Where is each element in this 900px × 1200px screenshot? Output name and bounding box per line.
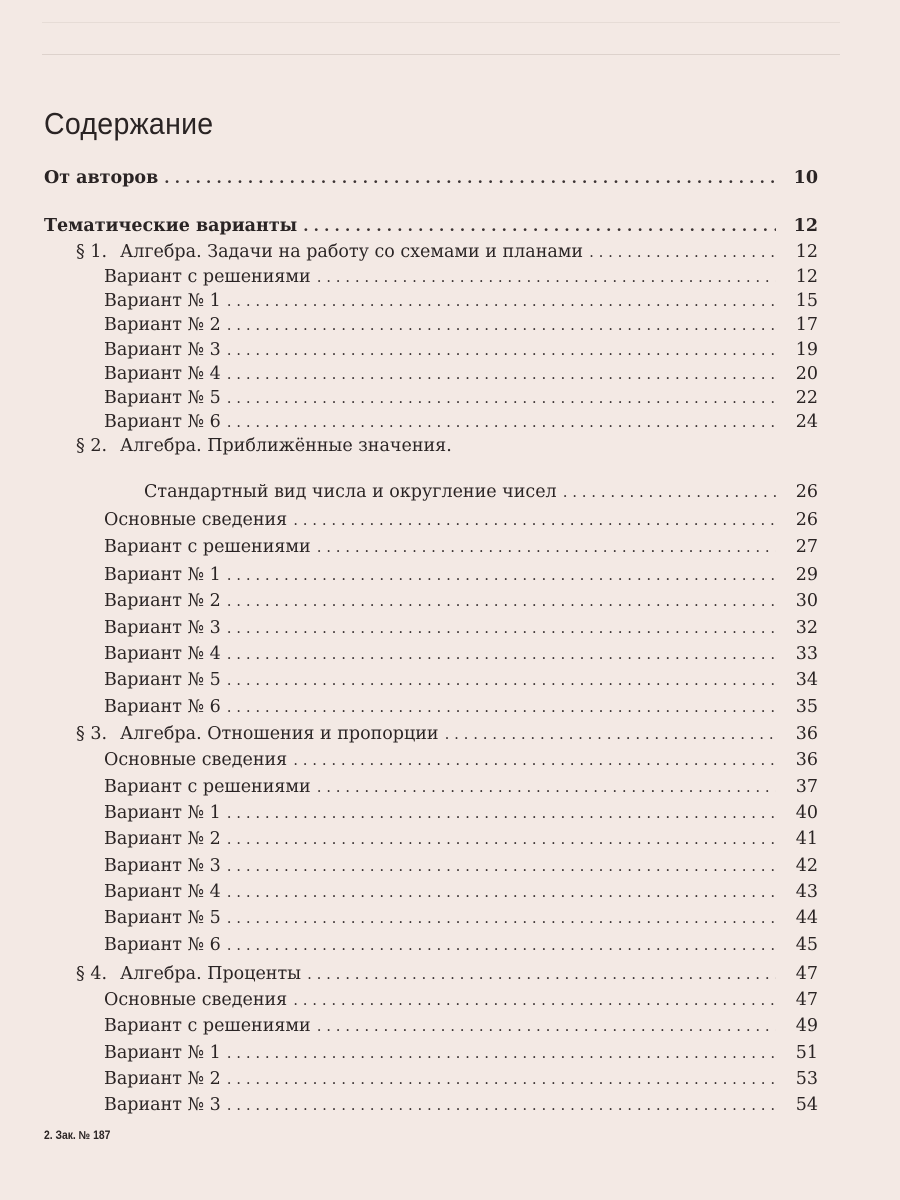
- toc-item-label: Вариант № 2: [104, 1069, 221, 1089]
- toc-item[interactable]: [104, 880, 818, 904]
- toc-item[interactable]: [104, 313, 818, 337]
- toc-page-number: 12: [795, 267, 818, 287]
- toc-item[interactable]: [104, 801, 818, 825]
- toc-item[interactable]: [104, 1041, 818, 1065]
- dot-leader: [293, 988, 776, 1012]
- toc-page-number: 36: [795, 724, 818, 744]
- toc-item-label: Вариант № 1: [104, 1043, 221, 1063]
- bleed-through-header-rule: [42, 54, 840, 55]
- toc-page-number: 20: [795, 364, 818, 384]
- dot-leader: [227, 563, 776, 587]
- toc-item-label: Вариант № 2: [104, 591, 221, 611]
- section-number: § 2.: [76, 436, 108, 456]
- dot-leader: [293, 508, 776, 532]
- dot-leader: [317, 265, 776, 289]
- toc-page-number: 53: [795, 1069, 818, 1089]
- toc-page-number: 49: [795, 1016, 818, 1036]
- toc-item-label: Вариант № 2: [104, 829, 221, 849]
- toc-item-label: Вариант № 6: [104, 935, 221, 955]
- toc-item[interactable]: [104, 642, 818, 666]
- toc-item[interactable]: [104, 410, 818, 434]
- toc-page-number: 27: [795, 537, 818, 557]
- section-number: § 4.: [76, 964, 108, 984]
- dot-leader: [445, 722, 776, 746]
- toc-entry-label: От авторов: [44, 168, 159, 188]
- toc-section-2[interactable]: [144, 480, 818, 504]
- toc-page-number: 40: [795, 803, 818, 823]
- dot-leader: [227, 801, 776, 825]
- section-title: Алгебра. Приближённые значения.: [120, 436, 452, 456]
- toc-section-1[interactable]: [76, 240, 818, 264]
- toc-page-number: 37: [795, 777, 818, 797]
- toc-item[interactable]: [104, 1067, 818, 1091]
- page-title: Содержание: [44, 106, 214, 141]
- toc-item[interactable]: [104, 265, 818, 289]
- toc-item[interactable]: [104, 589, 818, 613]
- dot-leader: [164, 166, 776, 190]
- toc-entry-thematic-variants[interactable]: [44, 214, 818, 238]
- toc-item-label: Вариант № 1: [104, 291, 221, 311]
- toc-item[interactable]: [104, 535, 818, 559]
- toc-page-number: 24: [795, 412, 818, 432]
- dot-leader: [227, 695, 776, 719]
- dot-leader: [227, 616, 776, 640]
- toc-item-label: Вариант с решениями: [104, 267, 311, 287]
- toc-page-number: 43: [795, 882, 818, 902]
- toc-page-number: 29: [795, 565, 818, 585]
- toc-item-label: Вариант № 4: [104, 364, 221, 384]
- toc-page-number: 44: [795, 908, 818, 928]
- section-title: Алгебра. Проценты: [120, 964, 302, 984]
- toc-item[interactable]: [104, 338, 818, 362]
- toc-page-number: 47: [795, 990, 818, 1010]
- dot-leader: [227, 854, 776, 878]
- toc-item-label: Вариант № 5: [104, 388, 221, 408]
- toc-page-number: 47: [795, 964, 818, 984]
- toc-page-number: 33: [795, 644, 818, 664]
- toc-item-label: Вариант с решениями: [104, 1016, 311, 1036]
- section-title: Алгебра. Отношения и пропорции: [120, 724, 439, 744]
- toc-item[interactable]: [104, 616, 818, 640]
- toc-item-label: Основные сведения: [104, 510, 288, 530]
- dot-leader: [227, 338, 776, 362]
- toc-section-2-heading[interactable]: [76, 434, 452, 458]
- print-order-footer: 2. Зак. № 187: [44, 1130, 111, 1142]
- dot-leader: [227, 1067, 776, 1091]
- toc-section-3[interactable]: [76, 722, 818, 746]
- toc-item[interactable]: [104, 668, 818, 692]
- toc-item-label: Вариант № 3: [104, 618, 221, 638]
- toc-page-number: 32: [795, 618, 818, 638]
- toc-page-number: 35: [795, 697, 818, 717]
- dot-leader: [563, 480, 776, 504]
- toc-item-label: Вариант № 3: [104, 1095, 221, 1115]
- toc-page-number: 22: [795, 388, 818, 408]
- toc-item[interactable]: [104, 289, 818, 313]
- dot-leader: [227, 362, 776, 386]
- dot-leader: [307, 962, 776, 986]
- toc-item-label: Вариант № 3: [104, 340, 221, 360]
- section-title-line2: Стандартный вид числа и округление чисел: [144, 482, 557, 502]
- toc-page-number: 42: [795, 856, 818, 876]
- dot-leader: [293, 748, 776, 772]
- toc-item[interactable]: [104, 695, 818, 719]
- toc-page-number: 51: [795, 1043, 818, 1063]
- toc-item[interactable]: [104, 906, 818, 930]
- dot-leader: [227, 386, 776, 410]
- dot-leader: [227, 668, 776, 692]
- toc-item[interactable]: [104, 386, 818, 410]
- dot-leader: [317, 535, 776, 559]
- toc-item[interactable]: [104, 1014, 818, 1038]
- toc-item[interactable]: [104, 508, 818, 532]
- dot-leader: [227, 289, 776, 313]
- toc-page-number: 30: [795, 591, 818, 611]
- toc-page-number: 45: [795, 935, 818, 955]
- toc-item-label: Вариант № 4: [104, 644, 221, 664]
- toc-item-label: Вариант № 5: [104, 670, 221, 690]
- toc-page-number: 41: [795, 829, 818, 849]
- dot-leader: [303, 214, 776, 238]
- toc-item-label: Вариант № 6: [104, 697, 221, 717]
- toc-page-number: 12: [795, 242, 818, 262]
- toc-item-label: Вариант № 2: [104, 315, 221, 335]
- toc-item[interactable]: [104, 775, 818, 799]
- toc-item-label: Вариант с решениями: [104, 777, 311, 797]
- dot-leader: [317, 775, 776, 799]
- toc-entry-label: Тематические варианты: [44, 216, 298, 236]
- toc-page-number: 10: [793, 168, 818, 188]
- dot-leader: [227, 933, 776, 957]
- bleed-through-rule: [42, 22, 840, 23]
- dot-leader: [227, 410, 776, 434]
- toc-item-label: Вариант № 6: [104, 412, 221, 432]
- dot-leader: [227, 313, 776, 337]
- toc-item-label: Вариант № 3: [104, 856, 221, 876]
- dot-leader: [227, 880, 776, 904]
- toc-page-number: 26: [795, 510, 818, 530]
- dot-leader: [317, 1014, 776, 1038]
- toc-item-label: Вариант № 4: [104, 882, 221, 902]
- toc-page-number: 19: [795, 340, 818, 360]
- section-title: Алгебра. Задачи на работу со схемами и планами: [120, 242, 584, 262]
- dot-leader: [227, 642, 776, 666]
- toc-item-label: Основные сведения: [104, 750, 288, 770]
- toc-item[interactable]: [104, 933, 818, 957]
- dot-leader: [227, 589, 776, 613]
- toc-page-number: 17: [795, 315, 818, 335]
- toc-item-label: Вариант № 1: [104, 565, 221, 585]
- dot-leader: [227, 827, 776, 851]
- dot-leader: [227, 1093, 776, 1117]
- toc-item[interactable]: [104, 1093, 818, 1117]
- toc-item[interactable]: [104, 827, 818, 851]
- toc-item-label: Вариант с решениями: [104, 537, 311, 557]
- toc-page-number: 54: [795, 1095, 818, 1115]
- toc-page-number: 36: [795, 750, 818, 770]
- toc-item[interactable]: [104, 988, 818, 1012]
- toc-page-number: 12: [793, 216, 818, 236]
- toc-item-label: Вариант № 5: [104, 908, 221, 928]
- toc-section-4[interactable]: [76, 962, 818, 986]
- toc-page-number: 15: [795, 291, 818, 311]
- toc-page-number: 34: [795, 670, 818, 690]
- section-number: § 3.: [76, 724, 108, 744]
- toc-page-number: 26: [795, 482, 818, 502]
- toc-item[interactable]: [104, 748, 818, 772]
- toc-item[interactable]: [104, 854, 818, 878]
- toc-item-label: Вариант № 1: [104, 803, 221, 823]
- dot-leader: [227, 1041, 776, 1065]
- dot-leader: [589, 240, 776, 264]
- dot-leader: [227, 906, 776, 930]
- toc-item-label: Основные сведения: [104, 990, 288, 1010]
- toc-item[interactable]: [104, 362, 818, 386]
- section-number: § 1.: [76, 242, 108, 262]
- toc-item[interactable]: [104, 563, 818, 587]
- toc-entry-from-authors[interactable]: [44, 166, 818, 190]
